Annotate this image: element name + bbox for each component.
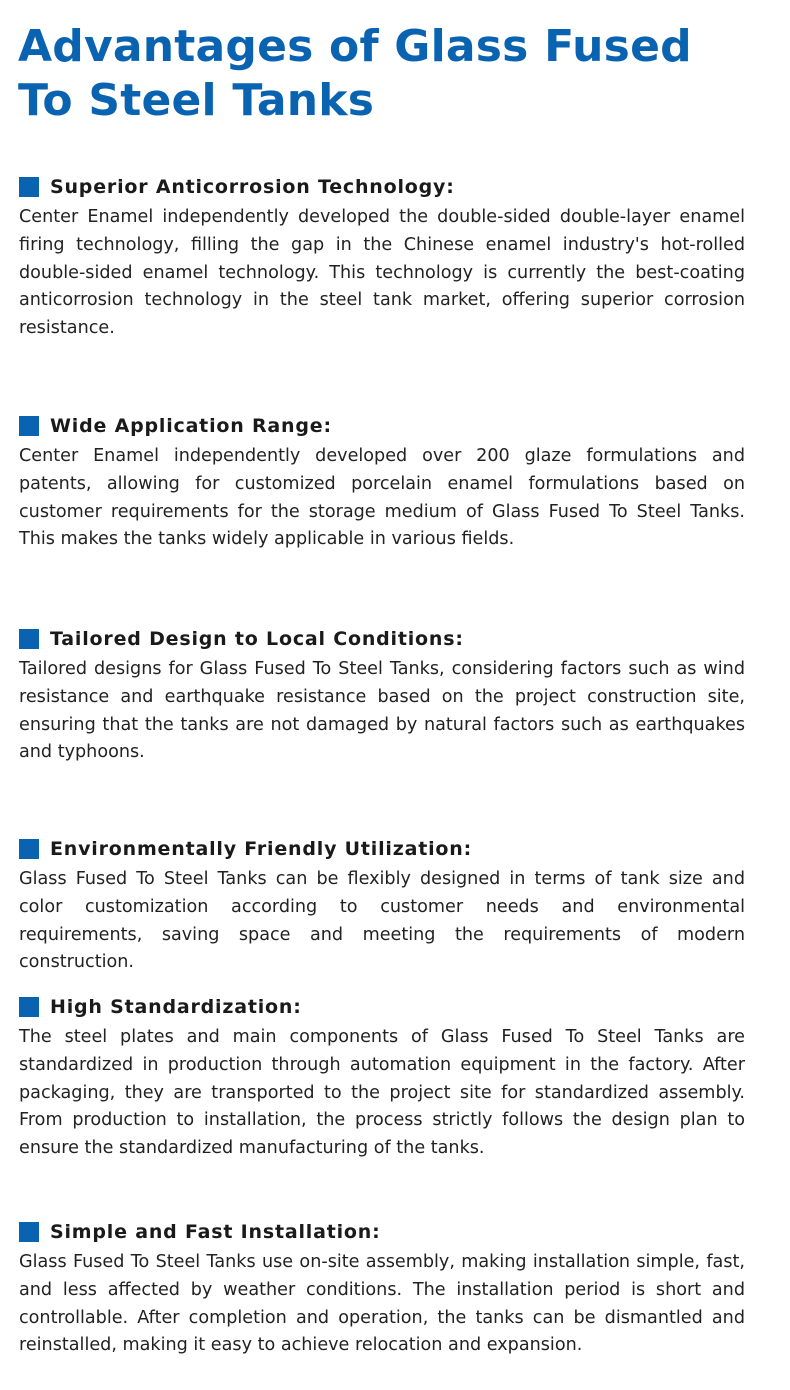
square-bullet-icon — [19, 416, 39, 436]
section-heading — [19, 624, 745, 654]
section-body: Glass Fused To Steel Tanks can be flexibly designed in terms of tank size and color customization according to customer needs and environmental requirements, saving space and meeting the requirements of modern construction. — [19, 869, 745, 973]
section-high-standardization — [19, 992, 745, 1163]
section-heading — [19, 834, 745, 864]
square-bullet-icon — [19, 177, 39, 197]
page-title: Advantages of Glass Fused To Steel Tanks — [18, 21, 692, 126]
section-title: Tailored Design to Local Conditions: — [50, 628, 464, 650]
section-title: Environmentally Friendly Utilization: — [50, 838, 472, 860]
section-title: Superior Anticorrosion Technology: — [50, 176, 455, 198]
section-simple-fast-installation — [19, 1217, 745, 1360]
section-body: The steel plates and main components of Glass Fused To Steel Tanks are standardized in production through automation equipment in the factory. After packaging, they are transported to the project site for standardized assembly. From production to installation, the process strictly follows the design plan to ensure the standardized manufacturing of the tanks. — [19, 1027, 745, 1159]
section-heading — [19, 1217, 745, 1247]
section-tailored-design — [19, 624, 745, 767]
section-title: Wide Application Range: — [50, 415, 332, 437]
section-heading — [19, 172, 745, 202]
section-body: Glass Fused To Steel Tanks use on-site assembly, making installation simple, fast, and less affected by weather conditions. The installation period is short and controllable. After completion and operation, the tanks can be dismantled and reinstalled, making it easy to achieve relocation and expansion. — [19, 1252, 745, 1356]
square-bullet-icon — [19, 997, 39, 1017]
section-wide-application — [19, 411, 745, 554]
section-body: Center Enamel independently developed over 200 glaze formulations and patents, allowing for customized porcelain enamel formulations based on customer requirements for the storage medium of Glass Fused To Steel Tanks. This makes the tanks widely applicable in various fields. — [19, 446, 745, 550]
section-heading — [19, 992, 745, 1022]
section-heading — [19, 411, 745, 441]
section-body: Tailored designs for Glass Fused To Steel Tanks, considering factors such as wind resistance and earthquake resistance based on the project construction site, ensuring that the tanks are not damaged by natural factors such as earthquakes and typhoons. — [19, 659, 745, 763]
section-environmentally-friendly — [19, 834, 745, 977]
section-title: Simple and Fast Installation: — [50, 1221, 381, 1243]
square-bullet-icon — [19, 629, 39, 649]
square-bullet-icon — [19, 839, 39, 859]
section-body: Center Enamel independently developed the double-sided double-layer enamel firing technology, filling the gap in the Chinese enamel industry's hot-rolled double-sided enamel technology. This technology is currently the best-coating anticorrosion technology in the steel tank market, offering superior corrosion resistance. — [19, 207, 745, 339]
section-title: High Standardization: — [50, 996, 302, 1018]
section-superior-anticorrosion — [19, 172, 745, 343]
square-bullet-icon — [19, 1222, 39, 1242]
